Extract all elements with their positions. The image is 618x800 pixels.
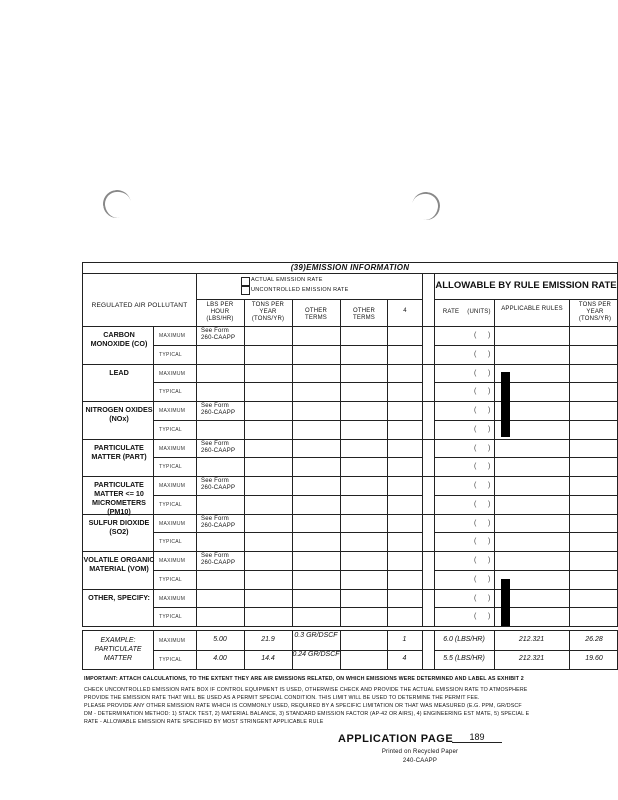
allowable-heading: ALLOWABLE BY RULE EMISSION RATE	[435, 273, 617, 300]
see-form-note: See Form 260-CAAPP	[201, 478, 236, 491]
units-parentheses: ( )	[474, 538, 491, 546]
example-typ-lbs: 4.00	[213, 655, 227, 662]
application-page-title: APPLICATION PAGE	[338, 733, 454, 745]
row-divider	[153, 457, 422, 458]
note-2: PROVIDE THE EMISSION RATE THAT WILL BE USED AS A PERMIT SPECIAL CONDITION. THIS LIMIT WILL BE USED TO DETERMINE THE PERMIT FEE.	[84, 695, 480, 701]
row-divider	[83, 401, 617, 402]
note-5: RATE - ALLOWABLE EMISSION RATE SPECIFIED BY MOST STRINGENT APPLICABLE RULE	[84, 719, 324, 725]
pollutant-name: VOLATILE ORGANIC MATERIAL (VOM)	[83, 555, 155, 573]
example-typ-other: 0.24 GR/DSCF	[292, 651, 340, 658]
pollutant-name: NITROGEN OXIDES (NOx)	[85, 405, 153, 423]
row-divider	[434, 570, 617, 571]
maximum-label: MAXIMUM	[159, 408, 186, 414]
units-parentheses: ( )	[474, 557, 491, 564]
section-title: (39)EMISSION INFORMATION	[83, 263, 617, 274]
col-header-rate: RATE	[442, 309, 460, 315]
actual-emission-checkbox[interactable]	[241, 277, 250, 286]
see-form-note: See Form 260-CAAPP	[201, 440, 236, 454]
typical-label: TYPICAL	[159, 501, 182, 508]
divider	[387, 299, 388, 626]
units-parentheses: ( )	[474, 482, 491, 489]
row-divider	[83, 589, 617, 590]
punch-hole-left	[101, 188, 133, 220]
typical-label: TYPICAL	[159, 389, 182, 396]
typical-label: TYPICAL	[159, 464, 182, 471]
maximum-label: MAXIMUM	[159, 558, 186, 564]
form-number: 240-CAAPP	[402, 758, 438, 764]
row-divider	[83, 439, 617, 440]
units-parentheses: ( )	[474, 519, 491, 527]
redaction-bar	[501, 579, 510, 626]
divider	[153, 650, 422, 651]
row-divider	[83, 514, 617, 515]
maximum-label: MAXIMUM	[159, 595, 186, 602]
typical-label: TYPICAL	[159, 351, 182, 358]
maximum-label: MAXIMUM	[159, 370, 186, 377]
header-bottom-rule	[83, 326, 617, 327]
row-divider	[434, 532, 617, 533]
note-3: PLEASE PROVIDE ANY OTHER EMISSION RATE WHICH IS COMMONLY USED, REQUIRED BY A SPECIFIC LIMITATION OR THAT WAS MEASURED (E.G. PPM, GR/DSCF	[84, 703, 522, 709]
row-divider	[434, 607, 617, 608]
col-header-units: (UNITS)	[467, 309, 491, 315]
divider	[569, 299, 570, 626]
example-max-rate: 6.0 (LBS/HR)	[443, 636, 485, 643]
example-typical-label: TYPICAL	[159, 657, 182, 663]
divider	[292, 299, 293, 626]
page-number: 189	[452, 732, 502, 743]
example-maximum-label: MAXIMUM	[159, 638, 186, 644]
note-4: DM - DETERMINATION METHOD: 1) STACK TEST, 2) MATERIAL BALANCE, 3) STANDARD EMISSION FACTOR (AP-42 OR AIRS), 4) ENGINEERING EST MATE, 5) SPECIAL E	[84, 711, 530, 717]
units-parentheses: ( )	[474, 463, 491, 471]
example-typ-rate: 5.5 (LBS/HR)	[443, 655, 485, 662]
divider	[196, 299, 422, 300]
col-header-pollutant: REGULATED AIR POLLUTANT	[91, 302, 188, 309]
emission-information-table	[82, 262, 618, 627]
col-header-tons-per-year-allowable: TONS PER YEAR (TONS/YR)	[578, 302, 612, 322]
row-divider	[434, 457, 617, 458]
units-parentheses: ( )	[474, 500, 491, 508]
divider	[244, 299, 245, 626]
row-divider	[83, 626, 617, 627]
typical-label: TYPICAL	[159, 426, 182, 433]
divider	[340, 299, 341, 626]
maximum-label: MAXIMUM	[159, 520, 186, 527]
row-divider	[434, 420, 617, 421]
example-max-lbs: 5.00	[213, 636, 227, 643]
printed-note: Printed on Recycled Paper	[381, 749, 459, 755]
typical-label: TYPICAL	[159, 614, 182, 621]
punch-hole-right	[410, 190, 442, 222]
col-header-other-terms-1: OTHER TERMS	[305, 308, 327, 321]
divider	[422, 631, 423, 669]
example-typ-tons: 14.4	[261, 655, 275, 662]
example-typ-tons-allowable: 19.60	[585, 655, 603, 662]
row-divider	[153, 570, 422, 571]
typical-label: TYPICAL	[159, 576, 182, 583]
uncontrolled-emission-checkbox[interactable]	[241, 286, 250, 295]
units-parentheses: ( )	[474, 350, 491, 358]
see-form-note: See Form 260-CAAPP	[201, 515, 236, 529]
col-header-tons-per-year: TONS PER YEAR (TONS/YR)	[251, 302, 285, 322]
units-parentheses: ( )	[474, 444, 491, 452]
col-header-lbs-per-hour: LBS PER HOUR (LBS/HR)	[206, 302, 234, 322]
example-max-tons: 21.9	[261, 636, 275, 643]
row-divider	[153, 532, 422, 533]
units-parentheses: ( )	[474, 594, 491, 602]
see-form-note: See Form 260-CAAPP	[201, 553, 236, 566]
col-header-4: 4	[403, 308, 407, 314]
example-max-rule: 212.321	[518, 636, 545, 643]
note-1: CHECK UNCONTROLLED EMISSION RATE BOX IF CONTROL EQUIPMENT IS USED, OTHERWISE CHECK AND PROVIDE THE ACTUAL EMISSION RATE TO ATMOSPHERE	[84, 687, 528, 693]
divider	[434, 650, 617, 651]
maximum-label: MAXIMUM	[159, 333, 186, 339]
see-form-note: See Form 260-CAAPP	[201, 328, 236, 341]
pollutant-name: PARTICULATE MATTER (PART)	[91, 442, 147, 461]
redaction-bar	[501, 372, 510, 437]
units-parentheses: ( )	[474, 425, 491, 433]
example-table	[82, 630, 618, 670]
uncontrolled-emission-label: UNCONTROLLED EMISSION RATE	[251, 287, 349, 293]
col-header-other-terms-2: OTHER TERMS	[353, 308, 375, 321]
row-divider	[434, 495, 617, 496]
col-header-applicable-rules: APPLICABLE RULES	[501, 306, 563, 312]
row-divider	[153, 607, 422, 608]
example-typ-rule: 212.321	[518, 655, 545, 662]
pollutant-name: CARBON MONOXIDE (CO)	[90, 330, 148, 348]
typical-label: TYPICAL	[159, 539, 182, 546]
maximum-label: MAXIMUM	[159, 445, 186, 452]
actual-emission-label: ACTUAL EMISSION RATE	[251, 277, 323, 283]
row-divider	[434, 345, 617, 346]
row-divider	[153, 382, 422, 383]
units-parentheses: ( )	[474, 369, 491, 377]
divider	[494, 299, 495, 626]
row-divider	[83, 551, 617, 552]
pollutant-name: LEAD	[109, 367, 129, 377]
pollutant-name: PARTICULATE MATTER <= 10 MICROMETERS (PM10)	[92, 480, 146, 516]
row-divider	[83, 476, 617, 477]
units-parentheses: ( )	[474, 613, 491, 621]
example-max-tons-allowable: 26.28	[585, 636, 603, 643]
example-typ-col4: 4	[402, 655, 407, 662]
maximum-label: MAXIMUM	[159, 483, 186, 489]
see-form-note: See Form 260-CAAPP	[201, 403, 236, 416]
row-divider	[153, 345, 422, 346]
row-divider	[83, 364, 617, 365]
units-parentheses: ( )	[474, 575, 491, 583]
example-max-col4: 1	[402, 636, 407, 643]
note-important: IMPORTANT: ATTACH CALCULATIONS, TO THE EXTENT THEY ARE AIR EMISSIONS RELATED, ON WHICH EMISSIONS WERE DETERMINED AND LABEL AS EXHIBIT 2	[84, 676, 524, 682]
units-parentheses: ( )	[474, 407, 491, 414]
example-max-other: 0.3 GR/DSCF	[294, 632, 338, 639]
units-parentheses: ( )	[474, 388, 491, 396]
row-divider	[153, 495, 422, 496]
units-parentheses: ( )	[474, 332, 491, 339]
pollutant-name: OTHER, SPECIFY:	[88, 592, 150, 602]
row-divider	[153, 420, 422, 421]
example-label: EXAMPLE: PARTICULATE MATTER	[94, 637, 142, 662]
row-divider	[434, 382, 617, 383]
pollutant-name: SULFUR DIOXIDE (SO2)	[88, 517, 150, 536]
